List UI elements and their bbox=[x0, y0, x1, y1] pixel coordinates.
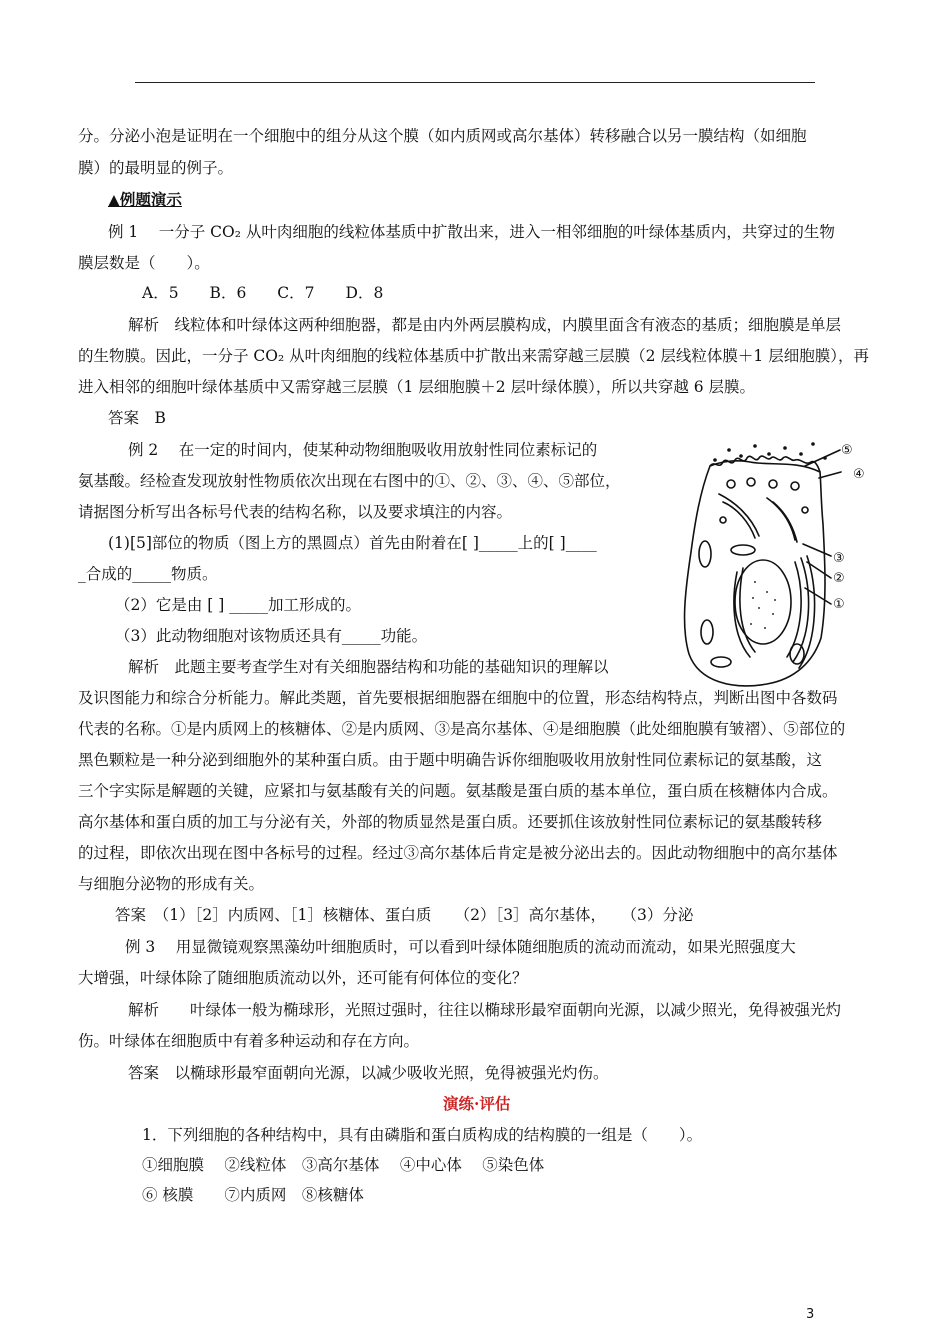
secretion-dot bbox=[811, 442, 815, 446]
leader-line bbox=[819, 472, 841, 478]
paragraph-line: 膜）的最明显的例子。 bbox=[78, 159, 234, 177]
er-curve bbox=[787, 562, 801, 657]
section-heading-practice: 演练·评估 bbox=[443, 1094, 511, 1113]
vesicle bbox=[727, 480, 735, 488]
cell-diagram-figure bbox=[655, 432, 880, 690]
paragraph-line: 膜层数是（ ）。 bbox=[78, 254, 210, 272]
paragraph-line: 解析 此题主要考查学生对有关细胞器结构和功能的基础知识的理解以 bbox=[128, 658, 609, 676]
secretion-dot bbox=[713, 458, 717, 462]
paragraph-line: 解析 叶绿体一般为椭球形，光照过强时，往往以椭球形最窄面朝向光源，以减少照光，免得被强光灼 bbox=[128, 1001, 842, 1019]
question-line: （3）此动物细胞对该物质还具有_____功能。 bbox=[115, 627, 428, 645]
leader-line bbox=[805, 450, 840, 466]
answer-line: 答案 以椭球形最窄面朝向光源，以减少吸收光照，免得被强光灼伤。 bbox=[128, 1064, 609, 1082]
choice-options: A．5 B．6 C．7 D．8 bbox=[142, 284, 384, 302]
paragraph-line: 请据图分析写出各标号代表的结构名称，以及要求填注的内容。 bbox=[78, 503, 513, 521]
figure-label-2: ② bbox=[833, 571, 845, 586]
secretion-dot bbox=[739, 454, 743, 458]
question-line: (1)[5]部位的物质（图上方的黑圆点）首先由附着在[ ]_____上的[ ]____ bbox=[108, 534, 597, 552]
mitochondrion bbox=[711, 657, 731, 667]
paragraph-line: 三个字实际是解题的关键，应紧扣与氨基酸有关的问题。氨基酸是蛋白质的基本单位，蛋白质在核糖体内合成。 bbox=[78, 782, 838, 800]
figure-label-3: ③ bbox=[833, 551, 845, 566]
exercise-options: ①细胞膜 ②线粒体 ③高尔基体 ④中心体 ⑤染色体 bbox=[142, 1156, 545, 1174]
paragraph-line: 的生物膜。因此，一分子 CO₂ 从叶肉细胞的线粒体基质中扩散出来需穿越三层膜（2 层线粒体膜＋1 层细胞膜），再 bbox=[78, 347, 869, 365]
paragraph-line: 进入相邻的细胞叶绿体基质中又需穿越三层膜（1 层细胞膜＋2 层叶绿体膜），所以共穿越 6 层膜。 bbox=[78, 378, 756, 396]
mitochondrion bbox=[790, 644, 804, 664]
section-heading-examples: ▲例题演示 bbox=[108, 190, 182, 209]
paragraph-line: 分。分泌小泡是证明在一个细胞中的组分从这个膜（如内质网或高尔基体）转移融合以另一膜结构（如细胞 bbox=[78, 127, 807, 145]
secretion-dot bbox=[783, 446, 787, 450]
figure-label-5: ⑤ bbox=[841, 443, 853, 458]
vesicle bbox=[769, 480, 777, 488]
secretion-dot bbox=[767, 452, 771, 456]
paragraph-line: 的过程，即依次出现在图中各标号的过程。经过③高尔基体后肯定是被分泌出去的。因此动物细胞中的高尔基体 bbox=[78, 844, 838, 862]
question-line: （2）它是由 [ ] _____加工形成的。 bbox=[115, 596, 361, 614]
secretion-dot bbox=[823, 456, 827, 460]
paragraph-line: 与细胞分泌物的形成有关。 bbox=[78, 875, 265, 893]
mitochondrion bbox=[731, 545, 755, 555]
exercise-options: ⑥ 核膜 ⑦内质网 ⑧核糖体 bbox=[142, 1186, 364, 1204]
vesicle bbox=[802, 507, 808, 513]
vesicle bbox=[720, 517, 726, 523]
header-rule bbox=[135, 82, 815, 83]
secretion-dot bbox=[753, 444, 757, 448]
leader-line bbox=[803, 544, 831, 556]
paragraph-line: 代表的名称。①是内质网上的核糖体、②是内质网、③是高尔基体、④是细胞膜（此处细胞膜有皱褶）、⑤部位的 bbox=[78, 720, 846, 738]
paragraph-line: 例 2 在一定的时间内，使某种动物细胞吸收用放射性同位素标记的 bbox=[128, 441, 598, 459]
golgi-stack bbox=[719, 494, 759, 536]
paragraph-line: 伤。叶绿体在细胞质中有着多种运动和存在方向。 bbox=[78, 1032, 420, 1050]
vesicle bbox=[791, 482, 799, 490]
paragraph-line: 例 1 一分子 CO₂ 从叶肉细胞的线粒体基质中扩散出来，进入一相邻细胞的叶绿体基质内，共穿过的生物 bbox=[108, 223, 835, 241]
paragraph-line: 例 3 用显微镜观察黑藻幼叶细胞质时，可以看到叶绿体随细胞质的流动而流动，如果光照强度大 bbox=[125, 938, 796, 956]
page-number: 3 bbox=[806, 1307, 815, 1322]
secretion-dot bbox=[799, 452, 803, 456]
nucleus bbox=[735, 560, 791, 644]
secretion-dot bbox=[727, 448, 731, 452]
paragraph-line: 及识图能力和综合分析能力。解此类题，首先要根据细胞器在细胞中的位置，形态结构特点，判断出图中各数码 bbox=[78, 689, 838, 707]
paragraph-line: 高尔基体和蛋白质的加工与分泌有关，外部的物质显然是蛋白质。还要抓住该放射性同位素标记的氨基酸转移 bbox=[78, 813, 823, 831]
er-curve bbox=[740, 568, 755, 652]
mitochondrion bbox=[701, 620, 713, 644]
golgi-stack bbox=[767, 498, 795, 540]
figure-label-1: ① bbox=[833, 597, 845, 612]
answer-line: 答案 B bbox=[108, 409, 166, 427]
paragraph-line: 解析 线粒体和叶绿体这两种细胞器，都是由内外两层膜构成，内膜里面含有液态的基质；细胞膜是单层 bbox=[128, 316, 842, 334]
question-line: _合成的_____物质。 bbox=[78, 565, 218, 583]
vesicle bbox=[747, 478, 755, 486]
figure-label-4: ④ bbox=[853, 467, 865, 482]
paragraph-line: 大增强，叶绿体除了随细胞质流动以外，还可能有何体位的变化？ bbox=[78, 969, 528, 987]
exercise-question: 1．下列细胞的各种结构中，具有由磷脂和蛋白质构成的结构膜的一组是（ ）。 bbox=[142, 1126, 703, 1144]
paragraph-line: 氨基酸。经检查发现放射性物质依次出现在右图中的①、②、③、④、⑤部位， bbox=[78, 472, 621, 490]
mitochondrion bbox=[699, 541, 711, 567]
answer-line: 答案 （1）［2］内质网、［1］核糖体、蛋白质 （2）［3］高尔基体， （3）分泌 bbox=[115, 906, 694, 924]
paragraph-line: 黑色颗粒是一种分泌到细胞外的某种蛋白质。由于题中明确告诉你细胞吸收用放射性同位素标记的氨基酸，这 bbox=[78, 751, 823, 769]
